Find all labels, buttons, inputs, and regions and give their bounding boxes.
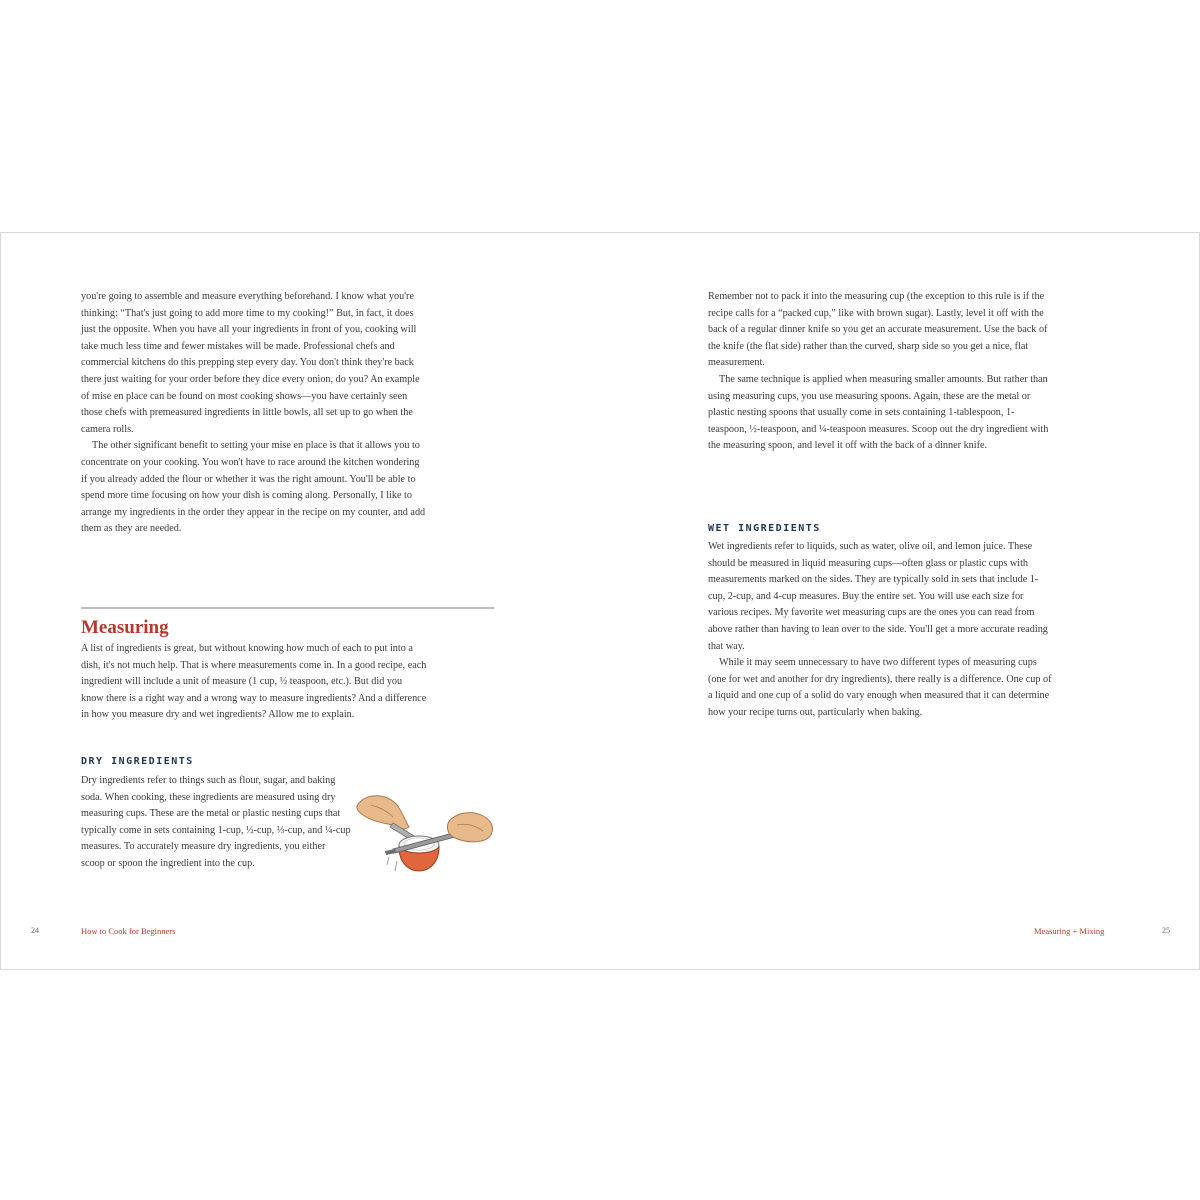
left-page [1, 233, 600, 969]
dry-ingredients-text [81, 773, 351, 873]
right-paragraph-2: The same technique is applied when measuring smaller amounts. But rather than using measuring cups, you use measuring spoons. Again, these are the metal or plastic nesting spoons that usually come in sets containing 1-tablespoon, 1-teaspoon, ½-teaspoon, and ¼-teaspoon measures. Scoop out the dry ingredient with the measuring spoon, and level it off with the back of a dinner knife. [708, 373, 1049, 452]
right-page-number: 25 [1162, 926, 1170, 935]
measuring-cup-scoop-illustration [353, 789, 497, 893]
section-title-measuring: Measuring [81, 617, 169, 638]
right-page [600, 233, 1199, 969]
right-hand-shape [447, 813, 492, 842]
right-paragraph-1: Remember not to pack it into the measuring cup (the exception to this rule is if the recipe calls for a “packed cup,” like with brown sugar). Lastly, level it off with the back of a regular dinner knife so you get an accurate measurement. Use the back of the knife (the flat side) rather than the curved, sharp side so you get a nice, flat measurement. [708, 291, 1048, 369]
wet-ingredients-heading: WET INGREDIENTS [708, 523, 821, 534]
right-text-column [708, 289, 1053, 455]
section-divider [81, 607, 494, 609]
dry-paragraph: Dry ingredients refer to things such as flour, sugar, and baking soda. When cooking, these ingredients are measured using dry measuring cups. These are the metal or plastic nesting cups that typically come in sets containing 1-cup, ½-cup, ⅓-cup, and ¼-cup measures. To accurately measure dry ingredients, you either scoop or spoon the ingredient into the cup. [81, 775, 351, 869]
wet-paragraph-2: While it may seem unnecessary to have two different types of measuring cups (one for wet and another for dry ingredients), there really is a difference. One cup of a liquid and one cup of a solid do vary enough when measured that it can determine how your recipe turns out, particularly when baking. [708, 657, 1052, 718]
left-hand-shape [357, 796, 409, 829]
dry-ingredients-heading: DRY INGREDIENTS [81, 756, 194, 767]
wet-paragraph-1: Wet ingredients refer to liquids, such as water, olive oil, and lemon juice. These should be measured in liquid measuring cups—often glass or plastic cups with measurements marked on the sides. They are typically sold in sets that include 1-cup, 2-cup, and 4-cup measures. Buy the entire set. You will use each size for various recipes. My favorite wet measuring cups are the ones you can read from above rather than having to lean over to the side. You'll get a more accurate reading that way. [708, 541, 1048, 652]
left-running-head: How to Cook for Beginners [81, 926, 176, 936]
intro-paragraph-1: you're going to assemble and measure everything beforehand. I know what you're thinking: “That's just going to add more time to my cooking!” But, in fact, it does just the opposite. When you have all your ingredients in front of you, cooking will take much less time and fewer mistakes will be made. Professional chefs and commercial kitchens do this prepping step every day. You don't think they're back there just waiting for your order before they dice every onion, do you? An example of mise en place can be found on most cooking shows—you have certainly seen those chefs with premeasured ingredients in little bowls, all set up to go when the camera rolls. [81, 291, 420, 435]
measuring-text [81, 641, 427, 724]
left-page-number: 24 [31, 926, 39, 935]
right-running-head: Measuring + Mixing [1034, 926, 1105, 936]
measuring-paragraph: A list of ingredients is great, but without knowing how much of each to put into a dish, it's not much help. That is where measurements come in. In a good recipe, each ingredient will include a unit of measure (1 cup, ½ teaspoon, etc.). But did you know there is a right way and a wrong way to measure ingredients? And a difference in how you measure dry and wet ingredients? Allow me to explain. [81, 643, 427, 721]
intro-paragraph-2: The other significant benefit to setting your mise en place is that it allows you to concentrate on your cooking. You won't have to race around the kitchen wondering if you already added the flour or whether it was the right amount. You'll be able to spend more time focusing on how your dish is coming along. Personally, I like to arrange my ingredients in the order they appear in the recipe on my counter, and add them as they are needed. [81, 440, 426, 535]
book-spread [0, 232, 1200, 970]
wet-ingredients-text [708, 539, 1053, 722]
intro-text-column [81, 289, 427, 538]
